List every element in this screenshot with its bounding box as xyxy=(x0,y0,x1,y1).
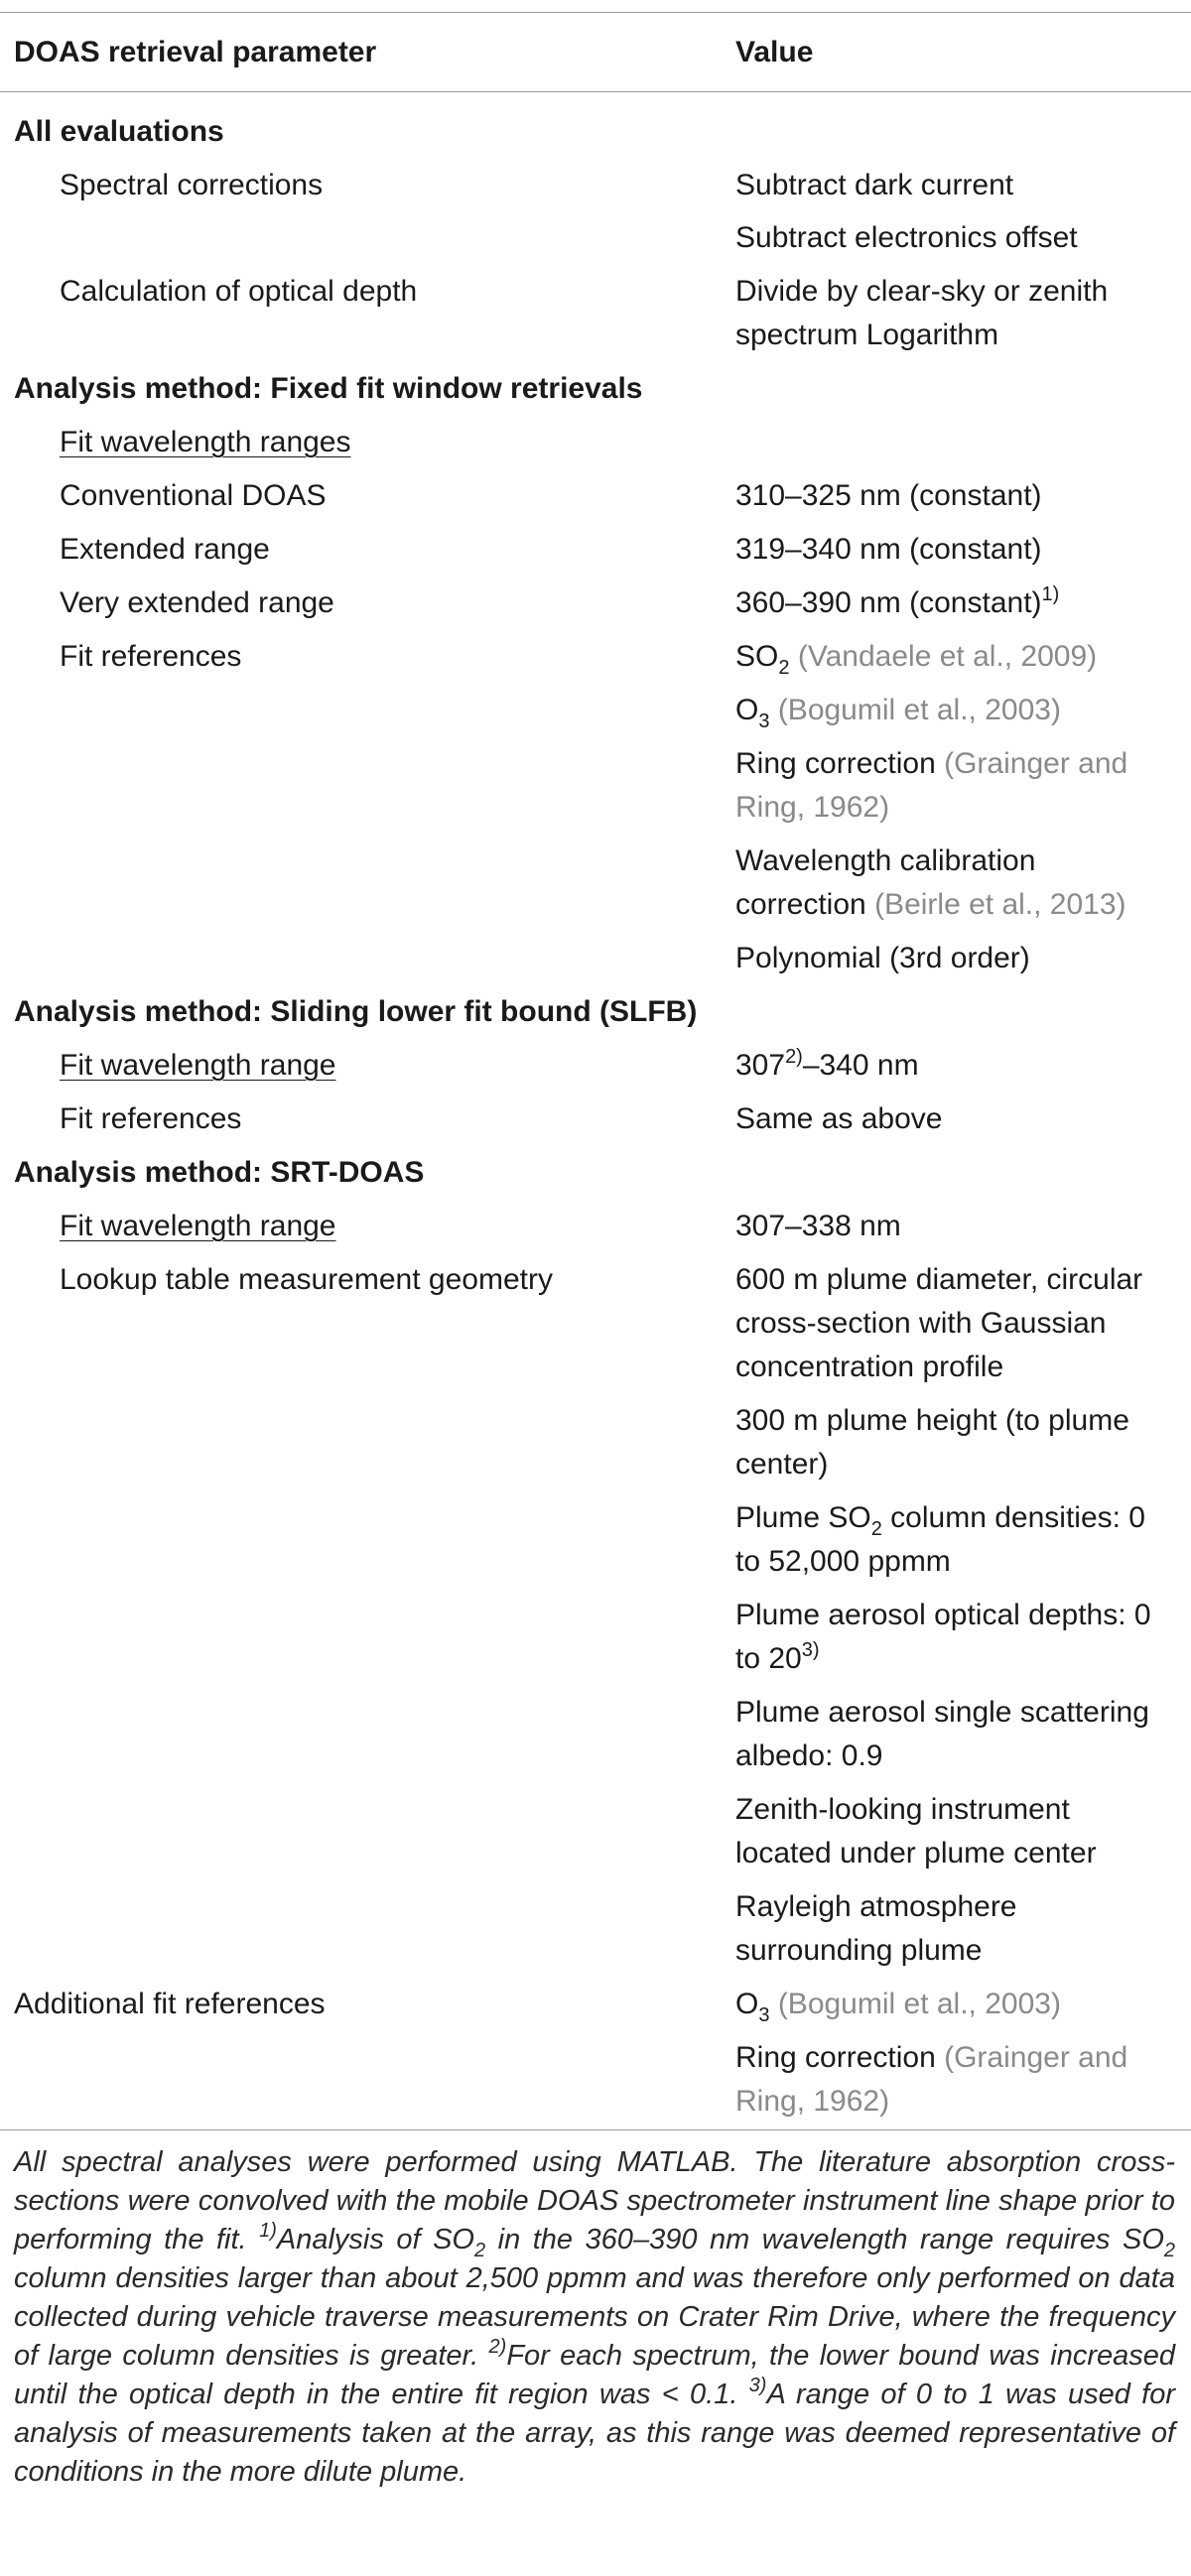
table-top-rule xyxy=(0,12,1191,13)
header-rule xyxy=(0,91,1191,92)
parameter-table: DOAS retrieval parameter Value All evaluations Spectral corrections Subtract dark current Subtract electronics offset Calculation of optical depth Divide by clear-sky or zenith spectrum Logarithm Analysis method: Fixed fit window retrievals Fit wavelength ranges Conventional DOAS 310–325 nm (constant) Extended range 319–340 nm (constant) Very extended range 360–390 nm (constant)$^{1)}$ Fit references $SO_2$ (Vandaele et al., 2009) $O_3$ (Bogumil et al., 2003) Ring correction (Grainger and Ring, 1962) Wavelength calibration correction (Beirle et al., 2013) Polynomial (3rd order) Analysis method: Sliding lower fit bound (SLFB) Fit wavelength range 307$^{2)}$–340 nm Fit references Same as above Analysis method: SRT-DOAS Fit wavelength range 307–338 nm Lookup table measurement geometry 600 m plume diameter, circular cross-section with Gaussian concentration profile 300 m plume height (to plume center) Plume $SO_2$ column densities: 0 to 52,000 ppmm Plume aerosol optical depths: 0 to 20$^{3)}$ Plume aerosol single scattering albedo: 0.9 Zenith-looking instrument located under plume center Rayleigh atmosphere surrounding plume Additional fit references $O_3$ (Bogumil et al., 2003) Ring correction (Grainger and Ring, 1962) All spectral analyses were performed using MATLAB. The literature absorption cross-sections were convolved with the mobile DOAS spectrometer instrument line shape prior to performing the fit. $^{1)}$Analysis of $SO_2$ in the 360–390 nm wavelength range requires $SO_2$ column densities larger than about 2,500 ppmm and was therefore only performed on data collected during vehicle traverse measurements on Crater Rim Drive, where the frequency of large column densities is greater. $^{2)}$For each spectrum, the lower bound was increased until the optical depth in the entire fit region was < 0.1. $^{3)}$A range of 0 to 1 was used for analysis of measurements taken at the array, as this range was deemed representative of conditions in the more dilute plume. xyxy=(0,0,1191,2576)
table-bottom-rule xyxy=(0,2129,1191,2130)
table-footnote: All spectral analyses were performed using MATLAB. The literature absorption cross-sections were convolved with the mobile DOAS spectrometer instrument line shape prior to performing the fit. $^{1)}$Analysis of $SO_2$ in the 360–390 nm wavelength range requires $SO_2$ column densities larger than about 2,500 ppmm and was therefore only performed on data collected during vehicle traverse measurements on Crater Rim Drive, where the frequency of large column densities is greater. $^{2)}$For each spectrum, the lower bound was increased until the optical depth in the entire fit region was < 0.1. $^{3)}$A range of 0 to 1 was used for analysis of measurements taken at the array, as this range was deemed representative of conditions in the more dilute plume. xyxy=(14,2146,1176,2488)
header-value: Value xyxy=(735,36,814,68)
header-param: DOAS retrieval parameter xyxy=(14,36,377,68)
